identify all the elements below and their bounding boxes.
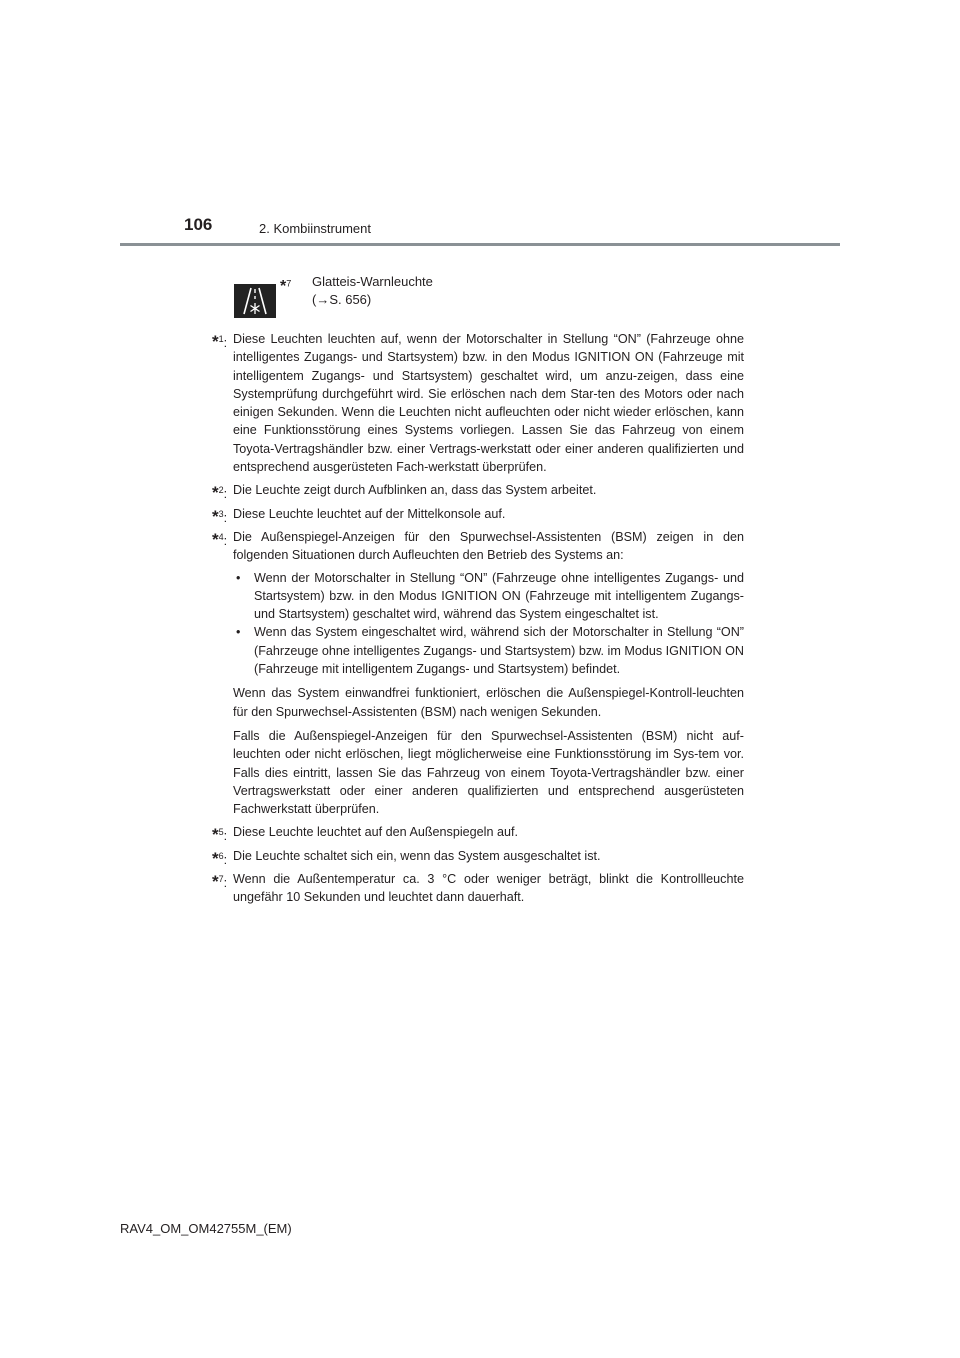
footnote-marker: *$^4$: [212, 529, 228, 549]
indicator-title: Glatteis-Warnleuchte [312, 274, 433, 289]
footnote-text: Die Leuchte schaltet sich ein, wenn das System ausgeschaltet ist. [233, 848, 601, 863]
footnote-marker: *$^1$: [212, 332, 228, 351]
document-id-footer: RAV4_OM_OM42755M_(EM) [120, 1221, 292, 1236]
footnote-text: Die Leuchte zeigt durch Aufblinken an, dass das System arbeitet. [233, 483, 597, 498]
footnote-text: Diese Leuchten leuchten auf, wenn der Motorschalter in Stellung “ON” (Fahrzeuge ohne intelligentes Zugangs- und Startsystem) bzw. in den Modus IGNITION ON (Fahrzeuge mit intelligentem Zugangs- und Startsystem) geschaltet wird, um anzu-zeigen, dass eine Systemprüfung durchgeführt wird. Sie erlöschen nach dem Star-ten des Motors oder nach einigen Sekunden. Wenn die Leuchten nicht aufleuchten oder nicht wieder erlöschen, kann eine Funktionsstörung eines Systems vorliegen. Lassen Sie das Fahrzeug von einem Toyota-Vertragshändler bzw. einer Vertrags-werkstatt oder einer anderen qualifizierten und entsprechend ausgerüsteten Fach-werkstatt überprüfen. [233, 332, 744, 475]
footnote-marker: *$^7$: [212, 872, 228, 892]
header-rule [120, 243, 840, 246]
footnote-marker: *$^5$: [212, 825, 228, 845]
footnote-marker: *$^6$: [212, 848, 228, 868]
footnote-text: Diese Leuchte leuchtet auf den Außenspiegeln auf. [233, 825, 518, 840]
footnote-4 [212, 528, 744, 818]
footnote-text: Wenn die Außentemperatur ca. 3 °C oder weniger beträgt, blinkt die Kontrollleuchte ungefähr 10 Sekunden und leuchtet dann dauerhaft. [233, 872, 744, 905]
bullet-list [233, 569, 744, 679]
indicator-page-reference: (→S. 656) [312, 292, 372, 307]
footnote-2 [212, 481, 744, 503]
footnote-1 [212, 330, 744, 476]
footnote-6 [212, 847, 744, 868]
section-title: 2. Kombiinstrument [259, 221, 371, 236]
footnote-7 [212, 870, 744, 907]
page-number: 106 [184, 215, 213, 234]
footnote-5 [212, 823, 744, 845]
ice-warning-road-icon [234, 284, 276, 318]
list-item: • Wenn das System eingeschaltet wird, während sich der Motorschalter in Stellung “ON” (Fahrzeuge ohne intelligentes Zugangs- und Startsystem) bzw. im Modus IGNITION ON (Fahrzeuge mit intelligentem Zugangs- und Startsystem) befindet. [236, 625, 744, 677]
footnote-paragraph: Wenn das System einwandfrei funktioniert, erlöschen die Außenspiegel-Kontroll-leuchten für den Spurwechsel-Assistenten (BSM) nach wenigen Sekunden. [233, 686, 744, 719]
footnote-text: Die Außenspiegel-Anzeigen für den Spurwechsel-Assistenten (BSM) zeigen in den folgenden Situationen durch Aufleuchten den Betrieb des Systems an: [233, 529, 744, 563]
footnote-text: Diese Leuchte leuchtet auf der Mittelkonsole auf. [233, 506, 506, 521]
footnote-list [212, 330, 744, 912]
footnote-marker: *$^3$: [212, 506, 228, 526]
footnote-3 [212, 505, 744, 526]
list-item: • Wenn der Motorschalter in Stellung “ON” (Fahrzeuge ohne intelligentes Zugangs- und Startsystem) bzw. in den Modus IGNITION ON (Fahrzeuge mit intelligentem Zugangs- und Startsystem) geschaltet wird, während das System eingeschaltet ist. [236, 570, 744, 622]
footnote-paragraph: Falls die Außenspiegel-Anzeigen für den Spurwechsel-Assistenten (BSM) nicht auf-leuchten oder nicht erlöschen, liegt möglicherweise eine Funktionsstörung im Sys-tem vor. Falls dies eintritt, lassen Sie das Fahrzeug von einem Toyota-Vertragshändler bzw. einer Vertragswerkstatt oder einer anderen qualifizierten und entsprechend ausgerüsteten Fachwerkstatt überprüfen. [233, 728, 744, 817]
indicator-footnote-marker: *$^7$ [280, 278, 292, 295]
footnote-marker: *$^2$: [212, 483, 228, 503]
